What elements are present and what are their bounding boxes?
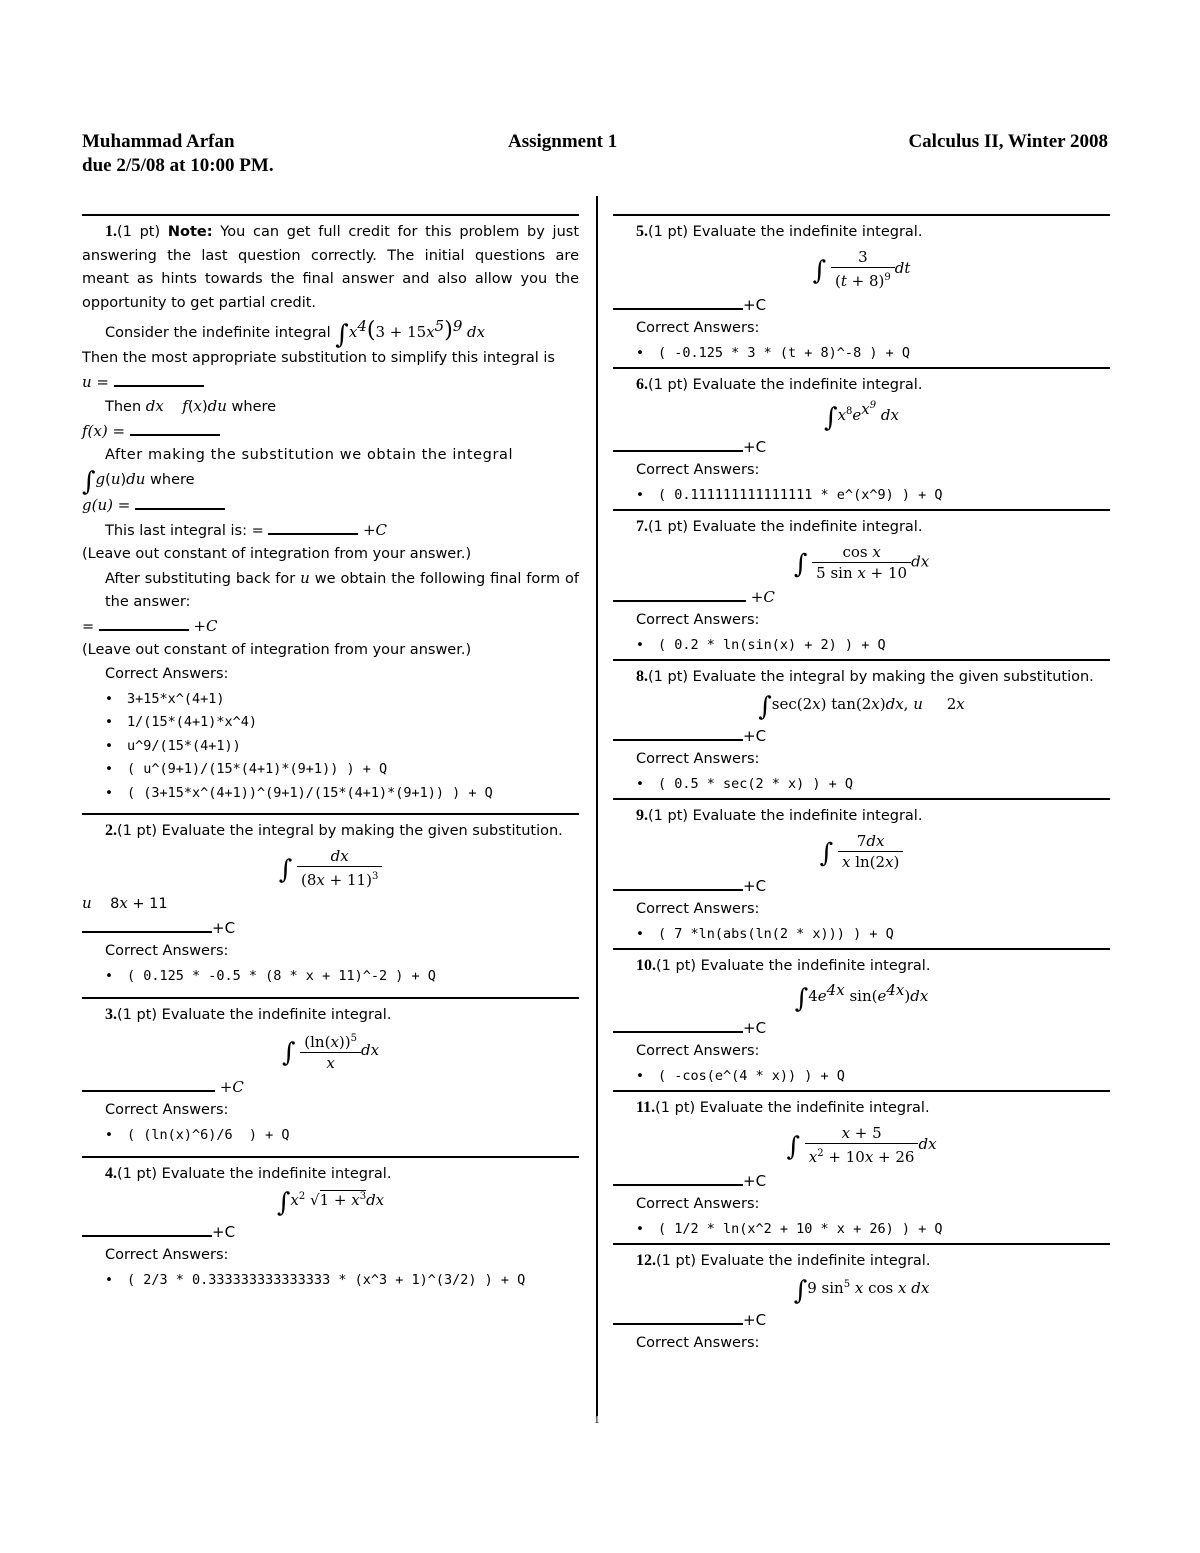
then-text: Then — [105, 399, 142, 416]
problem-1: 1.(1 pt) Note: You can get full credit for this problem by just answering the last question correctly. The initial questions are meant as hints towards the final answer and also allow you the opportunity to get partial credit. Consider the indefinite integral $\int x^4(3 + 15x^5)^9$ dx Then the most appropriate substitution to simplify this integral is u = Then dx f(x)du where f(x) = After making the substitution we obtain the integral ∫g(u)du where g(u) = This last integral is: = +C (Leave out constant of integration from your answer.) After substituting back for u we obtain the following final form of the answer: = +C (Leave out constant of integration from your answer.) Correct Answers: • 3+15*x^(4+1) • 1/(15*(4+1)*x^4) • u^9/(15*(4+1)) • ( u^(9+1)/(15*(4+1)*(9+1)) ) + Q • ( (3+15*x^(4+1))^(9+1)/(15*(4+1)*(9+1)) ) + Q — [82, 214, 579, 805]
g-label: g(u) = — [82, 496, 131, 515]
answer-field[interactable] — [613, 1017, 743, 1033]
where-text: where — [150, 471, 195, 488]
note-label: Note: — [167, 224, 213, 240]
problem-number: 1. — [105, 223, 117, 240]
points: (1 pt) — [648, 669, 689, 685]
problem-number: 12. — [636, 1252, 656, 1269]
plus-c: +C — [193, 616, 218, 635]
problem-12 — [613, 1243, 1110, 1355]
plus-c: +C — [212, 1223, 236, 1242]
plus-c: +C — [743, 437, 767, 456]
leave-out-note: (Leave out constant of integration from your answer.) — [82, 642, 472, 659]
problem-2: 2.(1 pt) Evaluate the integral by making the given substitution. ∫ $\frac{dx}{(8x + 11)^3}$ u 8x + 11 +C Correct Answers: • ( 0.125 * -0.5 * (8 * x + 11)^-2 ) + Q — [82, 813, 579, 989]
points: (1 pt) — [648, 808, 689, 824]
answer-item: • 1/(15*(4+1)*x^4) — [105, 711, 579, 735]
answer-item: • 3+15*x^(4+1) — [105, 688, 579, 712]
integral-sign: ∫ — [335, 319, 349, 350]
answer-field[interactable] — [82, 1076, 215, 1092]
problem-8 — [613, 659, 1110, 796]
assignment-title: Assignment 1 — [508, 131, 618, 152]
problem-prompt: Evaluate the indefinite integral. — [692, 808, 923, 824]
answer-item: • ( 0.2 * ln(sin(x) + 2) ) + Q — [636, 634, 1110, 658]
integral-expression: ∫9 $\sin^5 x$ cos x dx — [793, 1275, 930, 1306]
problem-5 — [613, 214, 1110, 365]
u-label: u = — [82, 372, 109, 391]
consider-text: Consider the indefinite integral — [105, 324, 331, 341]
plus-c: +C — [362, 520, 388, 539]
left-column — [82, 198, 579, 1293]
answer-field[interactable] — [613, 725, 743, 741]
leave-out-note: (Leave out constant of integration from your answer.) — [82, 546, 472, 563]
answer-item: • ( 1/2 * ln(x^2 + 10 * x + 26) ) + Q — [636, 1218, 1110, 1242]
equals: = — [82, 618, 95, 635]
answer-field[interactable] — [613, 875, 743, 891]
u-answer-field[interactable] — [114, 371, 204, 387]
problem-number: 8. — [636, 668, 648, 685]
after-making-text: After making the substitution we obtain the integral — [105, 447, 514, 464]
answer-item: • u^9/(15*(4+1)) — [105, 735, 579, 759]
plus-c: +C — [212, 919, 236, 938]
points: (1 pt) — [117, 1165, 158, 1182]
points: (1 pt) — [117, 823, 158, 840]
problem-number: 7. — [636, 518, 648, 535]
correct-answers-label: Correct Answers: — [105, 1102, 229, 1119]
student-name: Muhammad Arfan — [82, 131, 235, 152]
answer-item: • ( 2/3 * 0.333333333333333 * (x^3 + 1)^(3/2) ) + Q — [105, 1269, 579, 1293]
f-answer-field[interactable] — [130, 420, 220, 436]
correct-answers-label: Correct Answers: — [105, 1247, 229, 1264]
plus-c: +C — [743, 726, 767, 745]
after-subst-text-2: we obtain the following final form of the answer: — [105, 570, 580, 611]
problem-10 — [613, 948, 1110, 1088]
problem-prompt: Evaluate the indefinite integral. — [161, 1006, 392, 1023]
integral-expression: ∫ $\frac{x + 5}{x^2 + 10x + 26}$ dx — [786, 1123, 937, 1166]
plus-c: +C — [743, 1310, 767, 1329]
right-column — [613, 198, 1110, 1355]
answer-item: • ( -cos(e^(4 * x)) ) + Q — [636, 1065, 1110, 1089]
problem-prompt: Evaluate the indefinite integral. — [692, 519, 923, 535]
answer-field[interactable] — [613, 1170, 743, 1186]
problem-prompt: Evaluate the indefinite integral. — [699, 1100, 930, 1116]
due-date: due 2/5/08 at 10:00 PM. — [82, 155, 274, 176]
problem-prompt: Evaluate the indefinite integral. — [161, 1165, 392, 1182]
answer-item: • ( 7 *ln(abs(ln(2 * x))) ) + Q — [636, 923, 1110, 947]
correct-answers-label: Correct Answers: — [105, 943, 229, 960]
plus-c: +C — [219, 1078, 244, 1097]
where-text: where — [231, 399, 277, 416]
correct-answers-label: Correct Answers: — [636, 1195, 760, 1212]
problem-prompt: Evaluate the indefinite integral. — [700, 958, 931, 974]
problem-prompt: Evaluate the indefinite integral. — [700, 1253, 931, 1269]
problem-number: 6. — [636, 376, 648, 393]
problem-7 — [613, 509, 1110, 657]
problem-prompt: Evaluate the indefinite integral. — [692, 224, 923, 240]
points: (1 pt) — [656, 958, 697, 974]
integral-expression: ∫ $\frac{\text{cos x}}{\text{5 sin x + 10}}$ dx — [793, 542, 930, 582]
answer-item: • ( -0.125 * 3 * (t + 8)^-8 ) + Q — [636, 342, 1110, 366]
column-divider — [596, 196, 598, 1416]
correct-answers-label: Correct Answers: — [105, 665, 229, 682]
answer-item: • ( 0.125 * -0.5 * (8 * x + 11)^-2 ) + Q — [105, 965, 579, 989]
answer-item: • ( (ln(x)^6)/6 ) + Q — [105, 1124, 579, 1148]
course-name: Calculus II, Winter 2008 — [908, 131, 1108, 152]
points: (1 pt) — [648, 224, 689, 240]
problem-prompt: Evaluate the integral by making the given substitution. — [161, 823, 563, 840]
problem-number: 10. — [636, 957, 656, 974]
answer-field[interactable] — [82, 917, 212, 933]
problem-6 — [613, 367, 1110, 507]
g-answer-field[interactable] — [135, 494, 225, 510]
problem-number: 9. — [636, 807, 648, 824]
problem-prompt: Evaluate the indefinite integral. — [692, 377, 923, 393]
note-text: You can get full credit for this problem by just answering the last question correctly. The initial questions are meant as hints towards the final answer and also allow you the opportunity to get partial credit. — [82, 224, 580, 311]
answer-field[interactable] — [613, 294, 743, 310]
integral-expression: ∫sec(2x) tan(2x)dx, u 2x — [758, 691, 965, 722]
after-subst-text: After substituting back for — [105, 570, 296, 587]
correct-answers-label: Correct Answers: — [636, 611, 760, 628]
problem-number: 3. — [105, 1005, 117, 1023]
answer-item: • ( u^(9+1)/(15*(4+1)*(9+1)) ) + Q — [105, 758, 579, 782]
points: (1 pt) — [648, 377, 689, 393]
problem-number: 5. — [636, 223, 648, 240]
integral-expression: ∫ $\frac{7dx}{\text{x ln(2x)}}$ — [613, 829, 1110, 874]
substitution-prompt: Then the most appropriate substitution to simplify this integral is — [82, 350, 555, 367]
integral-expression: $\int x^8e^{x^9}$ dx — [824, 399, 899, 433]
integral-expression: ∫ $\frac{3}{(t + 8)^9}$ dt — [812, 247, 911, 290]
answer-field[interactable] — [613, 1309, 743, 1325]
answer-item: • ( (3+15*x^(4+1))^(9+1)/(15*(4+1)*(9+1)) ) + Q — [105, 782, 579, 806]
last-integral-text: This last integral is: = — [105, 522, 264, 539]
problem-number: 11. — [636, 1099, 656, 1116]
answer-field[interactable] — [613, 586, 746, 602]
correct-answers-label: Correct Answers: — [636, 1042, 760, 1059]
correct-answers-label: Correct Answers: — [636, 900, 760, 917]
correct-answers-label: Correct Answers: — [636, 750, 760, 767]
final-answer-field[interactable] — [99, 615, 189, 631]
plus-c: +C — [743, 1171, 767, 1190]
f-label: f(x) = — [82, 421, 126, 440]
plus-c: +C — [743, 1018, 767, 1037]
integral-sign: ∫ — [82, 466, 96, 497]
last-integral-field[interactable] — [268, 519, 358, 535]
problem-number: 2. — [105, 822, 117, 840]
correct-answers-label: Correct Answers: — [636, 461, 760, 478]
problem-number: 4. — [105, 1164, 117, 1182]
answer-list — [82, 688, 579, 806]
integral-expression: $\int 4e^{4x}$ $\sin(e^{4x})dx$ — [794, 980, 929, 1014]
problem-prompt: Evaluate the integral by making the given substitution. — [692, 669, 1094, 685]
points: (1 pt) — [648, 519, 689, 535]
points: (1 pt) — [117, 224, 161, 240]
points: (1 pt) — [655, 1100, 696, 1116]
answer-field[interactable] — [613, 436, 743, 452]
answer-item: • ( 0.111111111111111 * e^(x^9) ) + Q — [636, 484, 1110, 508]
integral-expression: $\int x^2$ $√1 + x^3dx$ — [276, 1188, 385, 1219]
problem-3 — [82, 997, 579, 1148]
consider-line: Consider the indefinite integral $\int x^4(3 + 15x^5)^9$ dx — [105, 317, 486, 350]
answer-field[interactable] — [82, 1221, 212, 1237]
correct-answers-label: Correct Answers: — [636, 1334, 760, 1351]
page-number: 1 — [594, 1414, 600, 1426]
correct-answers-label: Correct Answers: — [636, 319, 760, 336]
plus-c: +C — [743, 876, 767, 895]
problem-11 — [613, 1090, 1110, 1241]
points: (1 pt) — [656, 1253, 697, 1269]
plus-c: +C — [750, 587, 775, 606]
problem-9 — [613, 798, 1110, 946]
integral-expression: ∫ $\frac{dx}{(8x + 11)^3}$ — [82, 844, 579, 892]
answer-item: • ( 0.5 * sec(2 * x) ) + Q — [636, 773, 1110, 797]
points: (1 pt) — [117, 1006, 158, 1023]
integral-expression: ∫ $\frac{(\ln(x))^5}{x}$ dx — [82, 1027, 579, 1075]
problem-4 — [82, 1156, 579, 1293]
plus-c: +C — [743, 295, 767, 314]
